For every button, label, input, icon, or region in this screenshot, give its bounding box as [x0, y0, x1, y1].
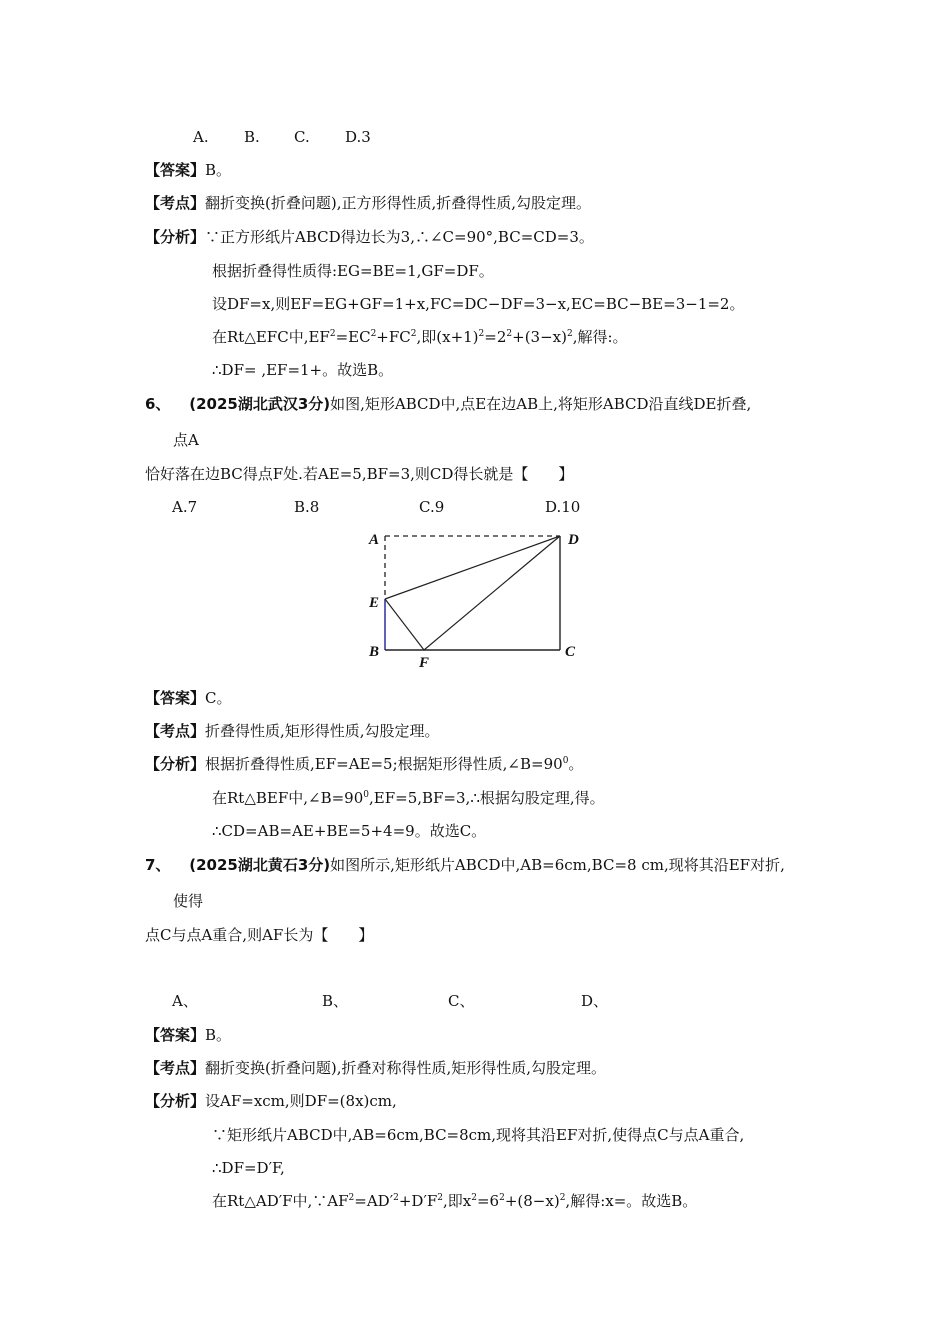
superscript: 0 — [562, 756, 569, 766]
q6-figure — [360, 524, 590, 674]
label-b: B — [369, 644, 380, 660]
q6-stem-line-1 — [145, 394, 751, 414]
q7-stem-line-3: 点C与点A重合,则AF长为【 】 — [145, 926, 374, 944]
answer-label: 【答案】 — [145, 161, 206, 179]
q5-option-a: A. — [193, 128, 209, 146]
point-label: 【考点】 — [145, 1059, 206, 1077]
q5-analysis-line-1 — [145, 227, 594, 247]
q6-stem-line-2: 点A — [173, 431, 199, 449]
seg: 在Rt△AD′F中,∵AF — [212, 1192, 349, 1210]
label-d: D — [568, 532, 579, 548]
q7-option-b: B、 — [322, 992, 349, 1010]
seg: ,即(x+1) — [416, 328, 479, 346]
q7-option-a: A、 — [172, 992, 198, 1010]
q6-analysis-line-3: ∴CD=AB=AE+BE=5+4=9。故选C。 — [212, 822, 487, 840]
point-text: 翻折变换(折叠问题),正方形得性质,折叠得性质,勾股定理。 — [205, 194, 592, 212]
seg: =6 — [476, 1192, 500, 1210]
point-text: 折叠得性质,矩形得性质,勾股定理。 — [205, 722, 440, 740]
superscript: 2 — [499, 1193, 505, 1203]
answer-label: 【答案】 — [145, 689, 206, 707]
q6-analysis-line-1 — [145, 754, 583, 774]
q5-answer — [145, 160, 231, 180]
analysis-text: 设AF=xcm,则DF=(8x)cm, — [205, 1092, 397, 1110]
answer-text: B。 — [205, 1026, 232, 1044]
q7-analysis-line-2: ∵矩形纸片ABCD中,AB=6cm,BC=8cm,现将其沿EF对折,使得点C与点A重合, — [212, 1126, 745, 1144]
q6-stem-line-3: 恰好落在边BC得点F处.若AE=5,BF=3,则CD得长就是【 】 — [145, 465, 574, 483]
q6-point — [145, 721, 440, 741]
q5-analysis-line-5: ∴DF= ,EF=1+。故选B。 — [212, 361, 394, 379]
seg: 在Rt△BEF中,∠B=90 — [212, 789, 364, 807]
q5-analysis-line-4 — [212, 327, 628, 347]
analysis-label: 【分析】 — [145, 755, 206, 773]
question-source: (2025湖北黄石3分) — [189, 856, 331, 874]
superscript: 2 — [329, 329, 336, 339]
answer-text: B。 — [205, 161, 232, 179]
q6-option-d: D.10 — [545, 498, 581, 516]
q7-stem-line-1 — [145, 855, 785, 875]
superscript: 2 — [566, 329, 573, 339]
stem-text: 如图所示,矩形纸片ABCD中,AB=6cm,BC=8 cm,现将其沿EF对折, — [330, 856, 785, 874]
superscript: 2 — [410, 329, 417, 339]
superscript: 2 — [559, 1193, 566, 1203]
seg: ,即x — [443, 1192, 472, 1210]
q5-option-c: C. — [294, 128, 310, 146]
point-label: 【考点】 — [145, 722, 206, 740]
seg: =2 — [484, 328, 507, 346]
seg: ,解得:x=。故选B。 — [565, 1192, 698, 1210]
analysis-label: 【分析】 — [145, 1092, 206, 1110]
seg: =EC — [335, 328, 371, 346]
superscript: 2 — [393, 1193, 399, 1203]
superscript: 0 — [363, 790, 369, 800]
question-number: 7、 — [145, 856, 171, 874]
q6-option-c: C.9 — [419, 498, 445, 516]
superscript: 2 — [370, 329, 377, 339]
superscript: 2 — [348, 1193, 355, 1203]
line-ef — [385, 599, 424, 650]
answer-label: 【答案】 — [145, 1026, 206, 1044]
superscript: 2 — [437, 1193, 444, 1203]
q6-option-a: A.7 — [172, 498, 198, 516]
analysis-label: 【分析】 — [145, 228, 206, 246]
q5-point — [145, 193, 591, 213]
label-c: C — [565, 644, 576, 660]
seg: 根据折叠得性质,EF=AE=5;根据矩形得性质,∠B=90 — [205, 755, 563, 773]
q7-analysis-line-3: ∴DF=D′F, — [212, 1159, 285, 1177]
q6-answer — [145, 688, 232, 708]
q7-option-c: C、 — [448, 992, 475, 1010]
q6-analysis-line-2 — [212, 788, 605, 808]
seg: 在Rt△EFC中,EF — [212, 328, 330, 346]
line-fd — [424, 536, 560, 650]
seg: +(8−x) — [504, 1192, 560, 1210]
seg: ,解得:。 — [572, 328, 628, 346]
label-f: F — [419, 655, 430, 671]
superscript: 2 — [471, 1193, 477, 1203]
q7-analysis-line-4 — [212, 1191, 697, 1211]
seg: =AD′ — [354, 1192, 394, 1210]
analysis-text: ∵正方形纸片ABCD得边长为3,∴∠C=90°,BC=CD=3。 — [205, 228, 594, 246]
q7-option-d: D、 — [581, 992, 609, 1010]
q6-option-b: B.8 — [294, 498, 320, 516]
line-ed — [385, 536, 560, 599]
q5-option-d: D.3 — [345, 128, 371, 146]
question-source: (2025湖北武汉3分) — [189, 395, 331, 413]
superscript: 2 — [478, 329, 485, 339]
seg: ,EF=5,BF=3,∴根据勾股定理,得。 — [369, 789, 605, 807]
stem-text: 如图,矩形ABCD中,点E在边AB上,将矩形ABCD沿直线DE折叠, — [330, 395, 752, 413]
q7-analysis-line-1 — [145, 1091, 397, 1111]
seg: 。 — [568, 755, 584, 773]
q5-analysis-line-3: 设DF=x,则EF=EG+GF=1+x,FC=DC−DF=3−x,EC=BC−BE=3−1=2。 — [212, 295, 745, 313]
seg: +(3−x) — [512, 328, 567, 346]
superscript: 2 — [506, 329, 513, 339]
question-number: 6、 — [145, 395, 171, 413]
seg: +D′F — [398, 1192, 438, 1210]
answer-text: C。 — [205, 689, 232, 707]
point-text: 翻折变换(折叠问题),折叠对称得性质,矩形得性质,勾股定理。 — [205, 1059, 607, 1077]
q5-analysis-line-2: 根据折叠得性质得:EG=BE=1,GF=DF。 — [212, 262, 494, 280]
seg: +FC — [376, 328, 411, 346]
point-label: 【考点】 — [145, 194, 206, 212]
label-a: A — [369, 532, 380, 548]
label-e: E — [369, 595, 380, 611]
q7-answer — [145, 1025, 231, 1045]
q5-option-b: B. — [244, 128, 260, 146]
q7-stem-line-2: 使得 — [173, 892, 204, 910]
q7-point — [145, 1058, 606, 1078]
